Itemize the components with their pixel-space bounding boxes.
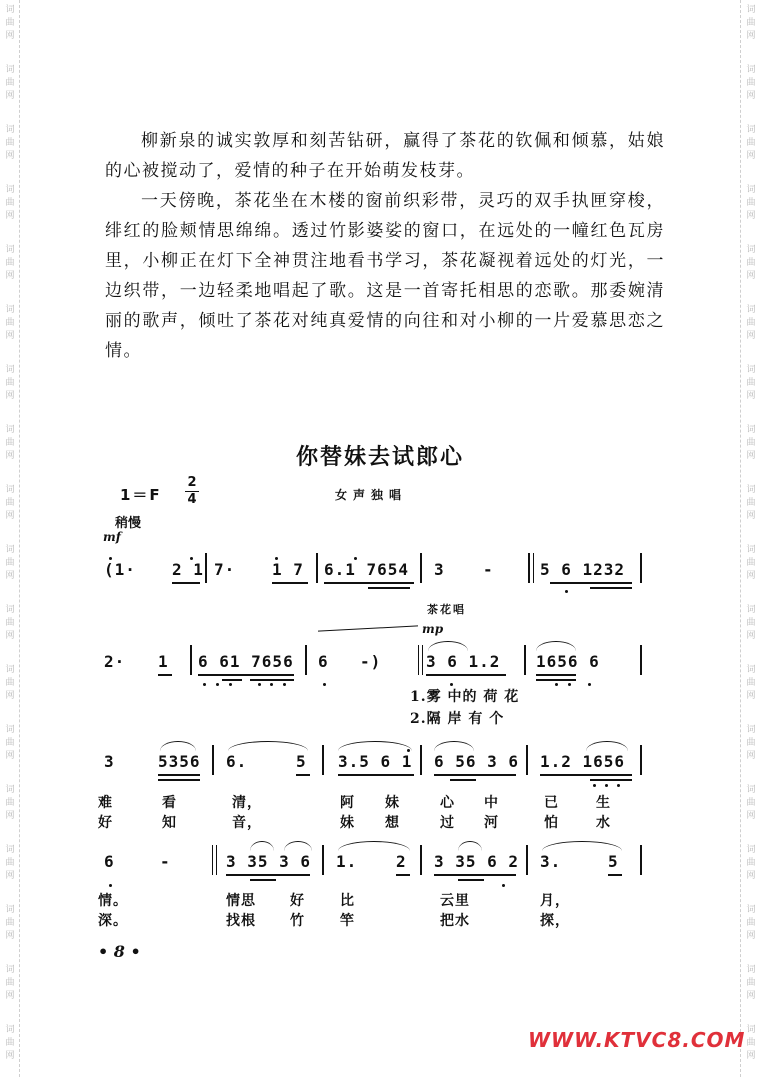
lyric-syllable: 知 xyxy=(162,815,177,831)
watermark-mark: 词 曲 网 xyxy=(746,845,756,881)
lyric-syllable: 音， xyxy=(232,815,262,831)
note-group: 3 6 1.2 xyxy=(426,652,501,671)
bar-line xyxy=(322,845,324,875)
bar-line xyxy=(305,645,307,675)
lyric-syllable: 阿 xyxy=(340,795,355,811)
watermark-mark: 词 曲 网 xyxy=(746,545,756,581)
prose-paragraph-2: 一天傍晚，茶花坐在木楼的窗前织彩带，灵巧的双手执匣穿梭，绯红的脸颊情思绵绵。透过竹影婆娑的窗口，在远处的一幢红色瓦房里，小柳正在灯下全神贯注地看书学习，茶花凝视着远处的灯光，一边织带，一边轻柔地唱起了歌。这是一首寄托相思的恋歌。那委婉清丽的歌声，倾吐了茶花对纯真爱情的向往和对小柳的一片爱慕思恋之情。 xyxy=(105,191,665,361)
lyric-syllable: 想 xyxy=(385,815,400,831)
song-title: 你替妹去试郎心 xyxy=(295,445,464,470)
note-group: 5 xyxy=(296,752,307,771)
double-bar-thin xyxy=(422,645,423,675)
double-bar-thin xyxy=(212,845,213,875)
lyric-syllable: 过 xyxy=(440,815,455,831)
lyric-syllable: 云里 xyxy=(440,893,470,909)
lyric-syllable: 心 xyxy=(440,795,455,811)
note-group: - xyxy=(160,852,171,871)
watermark-mark: 词 曲 网 xyxy=(5,845,15,881)
watermark-mark: 词 曲 网 xyxy=(746,125,756,161)
singer-label: 茶花唱 xyxy=(427,603,466,616)
note-group: 1. xyxy=(336,852,358,871)
lyric-syllable: 比 xyxy=(340,893,355,909)
lyric-syllable: 河 xyxy=(484,815,499,831)
page-number: • 8 • xyxy=(98,942,141,961)
bar-line xyxy=(420,745,422,775)
watermark-mark: 词 曲 网 xyxy=(5,365,15,401)
lyric-syllable: 月， xyxy=(540,893,570,909)
lyric-syllable: 难 xyxy=(98,795,113,811)
watermark-mark: 词 曲 网 xyxy=(5,185,15,221)
lyric-syllable: 竹 xyxy=(290,913,305,929)
note-group: 3. xyxy=(540,852,562,871)
watermark-mark: 词 曲 网 xyxy=(746,665,756,701)
watermark-mark: 词 曲 网 xyxy=(746,365,756,401)
lyric-syllable: 清， xyxy=(232,795,262,811)
watermark-mark: 词 曲 网 xyxy=(746,185,756,221)
lyric-syllable: 把水 xyxy=(440,913,470,929)
watermark-mark: 词 曲 网 xyxy=(5,965,15,1001)
watermark-mark: 词 曲 网 xyxy=(5,65,15,101)
note-group: 2· xyxy=(104,652,126,671)
watermark-mark: 词 曲 网 xyxy=(5,725,15,761)
note-group: 3 xyxy=(104,752,115,771)
prose-block xyxy=(105,126,665,366)
time-signature-top: 2 xyxy=(187,475,197,490)
watermark-mark: 词 曲 网 xyxy=(5,905,15,941)
lyric-syllable: 生 xyxy=(596,795,611,811)
note-group: 6 xyxy=(104,852,115,871)
watermark-mark: 词 曲 网 xyxy=(746,5,756,41)
lyric-syllable: 探， xyxy=(540,913,570,929)
watermark-mark: 词 曲 网 xyxy=(746,1025,756,1061)
bar-line xyxy=(322,745,324,775)
lyric-syllable: 中 xyxy=(484,795,499,811)
note-group: 3.5 6 1 xyxy=(338,752,413,771)
repeat-bar-thick xyxy=(528,553,530,583)
bar-line xyxy=(640,845,642,875)
note-group: 5356 xyxy=(158,752,201,771)
watermark-mark: 词 曲 网 xyxy=(5,665,15,701)
watermark-mark: 词 曲 网 xyxy=(746,305,756,341)
watermark-mark: 词 曲 网 xyxy=(746,785,756,821)
bar-line xyxy=(640,553,642,583)
watermark-mark: 词 曲 网 xyxy=(746,485,756,521)
watermark-mark: 词 曲 网 xyxy=(746,65,756,101)
watermark-mark: 词 曲 网 xyxy=(5,305,15,341)
lyric-syllable: 找根 xyxy=(226,913,256,929)
double-bar-thin xyxy=(418,645,419,675)
prose-paragraph-1: 柳新泉的诚实敦厚和刻苦钻研，赢得了茶花的钦佩和倾慕，姑娘的心被搅动了，爱情的种子在开始萌发枝芽。 xyxy=(105,131,665,181)
note-group: 6 61 7656 xyxy=(198,652,294,671)
site-watermark: WWW.KTVC8.COM xyxy=(528,1028,746,1052)
bar-line xyxy=(190,645,192,675)
time-signature-bottom: 4 xyxy=(187,492,197,507)
right-watermark-strip xyxy=(740,0,760,1077)
watermark-mark: 词 曲 网 xyxy=(746,905,756,941)
note-group: - xyxy=(483,560,494,579)
note-group: 5 xyxy=(608,852,619,871)
watermark-mark: 词 曲 网 xyxy=(5,605,15,641)
lyric-syllable: 已 xyxy=(544,795,559,811)
bar-line xyxy=(212,745,214,775)
note-group: (1· xyxy=(104,560,136,579)
lyric-syllable: 竿 xyxy=(340,913,355,929)
note-group: 3 35 3 6 xyxy=(226,852,312,871)
watermark-mark: 词 曲 网 xyxy=(5,245,15,281)
bar-line xyxy=(640,645,642,675)
double-bar-thin xyxy=(216,845,217,875)
note-group: -) xyxy=(360,652,382,671)
bar-line xyxy=(420,553,422,583)
note-group: 2 1 xyxy=(172,560,204,579)
watermark-mark: 词 曲 网 xyxy=(5,485,15,521)
bar-line xyxy=(420,845,422,875)
lyric-syllable: 看 xyxy=(162,795,177,811)
lyric-syllable: 情。 xyxy=(98,893,128,909)
watermark-mark: 词 曲 网 xyxy=(5,5,15,41)
lyric-syllable: 好 xyxy=(290,893,305,909)
watermark-mark: 词 曲 网 xyxy=(746,425,756,461)
time-signature xyxy=(185,476,199,507)
lyric-syllable: 水 xyxy=(596,815,611,831)
dynamic-marking-mp: mp xyxy=(422,622,444,636)
watermark-mark: 词 曲 网 xyxy=(746,725,756,761)
lyric-syllable: 妹 xyxy=(385,795,400,811)
note-group: 5 6 1232 xyxy=(540,560,626,579)
performer-label: 女声独唱 xyxy=(335,488,408,502)
note-group: 6. xyxy=(226,752,248,771)
tempo-marking: 稍慢 xyxy=(115,516,142,531)
bar-line xyxy=(316,553,318,583)
watermark-mark: 词 曲 网 xyxy=(5,125,15,161)
lyric-syllable: 妹 xyxy=(340,815,355,831)
lyric-syllable: 情思 xyxy=(226,893,256,909)
note-group: 3 xyxy=(434,560,445,579)
lyrics-verse-1: 1.雾 中的 荷 花 xyxy=(410,689,520,705)
lyric-syllable: 深。 xyxy=(98,913,128,929)
note-group: 1 7 xyxy=(272,560,304,579)
watermark-mark: 词 曲 网 xyxy=(5,545,15,581)
bar-line xyxy=(640,745,642,775)
bar-line xyxy=(526,745,528,775)
watermark-mark: 词 曲 网 xyxy=(746,245,756,281)
lyric-syllable: 好 xyxy=(98,815,113,831)
repeat-bar-thin xyxy=(533,553,534,583)
note-group: 2 xyxy=(396,852,407,871)
watermark-mark: 词 曲 网 xyxy=(746,605,756,641)
lyrics-verse-2: 2.隔 岸 有 个 xyxy=(410,711,505,727)
bar-line xyxy=(205,553,207,583)
watermark-mark: 词 曲 网 xyxy=(5,425,15,461)
bar-line xyxy=(526,845,528,875)
key-signature: 1＝F xyxy=(120,486,162,504)
bar-line xyxy=(524,645,526,675)
dynamic-marking-mf: mf xyxy=(103,530,121,544)
watermark-mark: 词 曲 网 xyxy=(5,1025,15,1061)
note-group: 3 35 6 2 xyxy=(434,852,520,871)
note-group: 6 xyxy=(318,652,329,671)
left-watermark-strip xyxy=(0,0,20,1077)
note-group: 1656 6 xyxy=(536,652,600,671)
note-group: 6.1 7654 xyxy=(324,560,410,579)
watermark-mark: 词 曲 网 xyxy=(746,965,756,1001)
lyric-syllable: 怕 xyxy=(544,815,559,831)
note-group: 1 xyxy=(158,652,169,671)
note-group: 1.2 1656 xyxy=(540,752,626,771)
note-group: 7· xyxy=(214,560,236,579)
note-group: 6 56 3 6 xyxy=(434,752,520,771)
watermark-mark: 词 曲 网 xyxy=(5,785,15,821)
